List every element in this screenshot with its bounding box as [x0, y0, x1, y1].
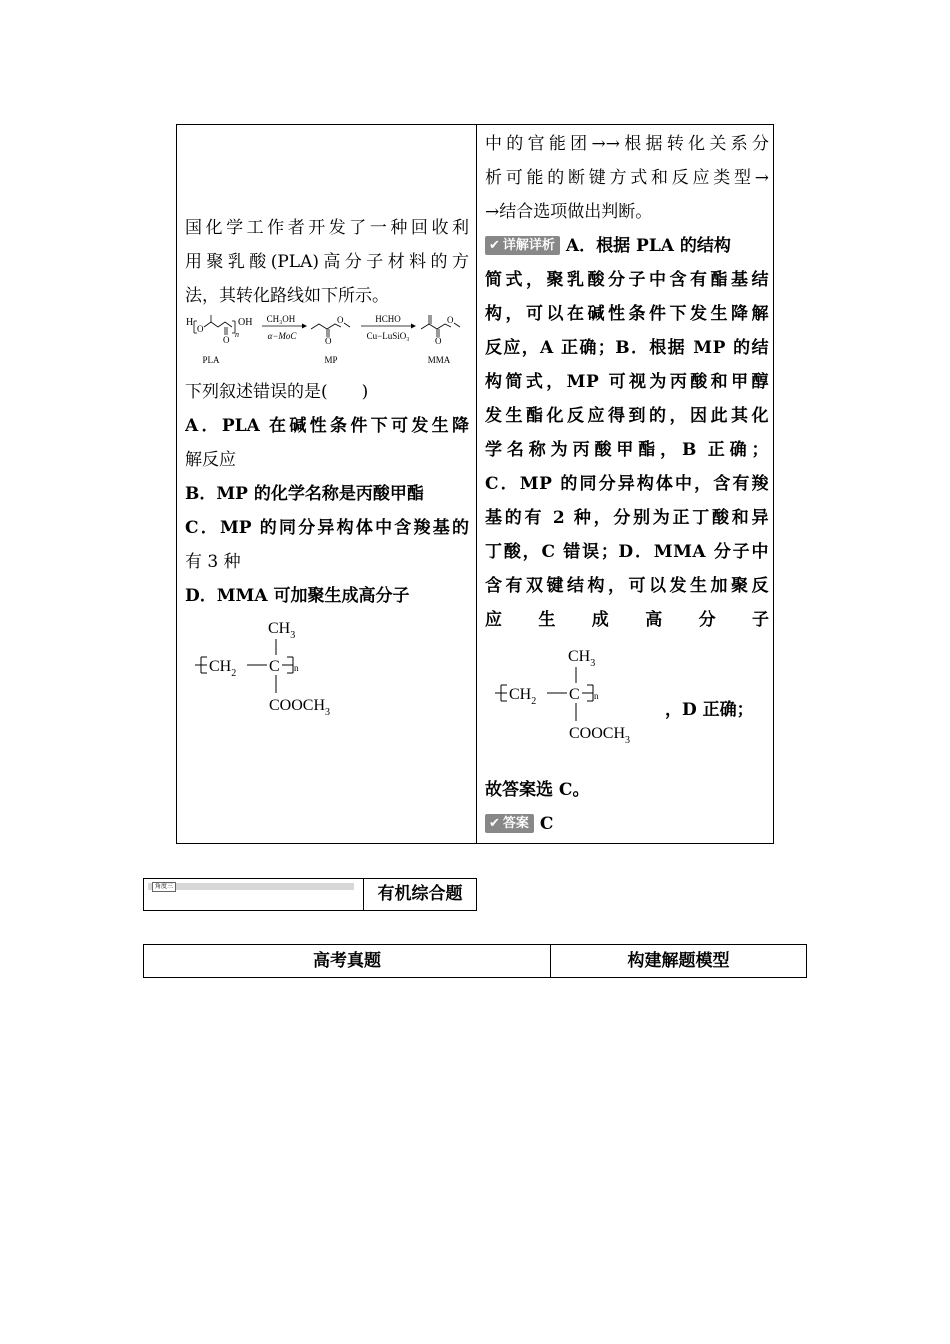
option-c: C．MP 的同分异构体中含羧基的 [185, 518, 469, 538]
ch3-text-2: CH [568, 648, 591, 665]
polymer-drawing [185, 613, 385, 729]
detail-line: 简式，聚乳酸分子中含有酯基结 [485, 270, 769, 290]
ch2-sub-2: 2 [531, 696, 537, 707]
pla-oh: OH [238, 317, 253, 328]
mp-ester-o: O [337, 315, 344, 325]
svg-text:CH2 [209, 658, 236, 679]
check-icon: ✔ [489, 238, 500, 253]
detail-line: C．MP 的同分异构体中，含有羧 [485, 474, 769, 494]
question-line: 国化学工作者开发了一种回收利 [185, 218, 469, 238]
center-c-2: C [569, 686, 580, 703]
ester-sub-2: 3 [625, 735, 631, 746]
detail-line: 含有双键结构，可以发生加聚反 [485, 576, 769, 596]
mma-carbonyl-o: O [435, 336, 442, 346]
detail-line: 发生酯化反应得到的，因此其化 [485, 406, 769, 426]
column-divider [476, 125, 477, 843]
option-b: B．MP 的化学名称是丙酸甲酯 [185, 484, 424, 504]
label-pla: PLA [202, 355, 220, 365]
question-line: 用聚乳酸(PLA)高分子材料的方 [185, 252, 469, 272]
question-column [185, 211, 469, 729]
svg-text:CH2 [509, 686, 536, 707]
svg-text:CH3 [268, 620, 295, 641]
polymer-formula-analysis [485, 637, 769, 773]
reagent1-bottom: α−MoC [267, 331, 297, 341]
polymer-n: n [294, 663, 299, 673]
check-icon: ✔ [489, 816, 500, 831]
detail-line: 学名称为丙酸甲酯，B 正确； [485, 440, 769, 460]
analysis-line: 析可能的断键方式和反应类型→ [485, 168, 769, 188]
section-title: 有机综合题 [377, 884, 463, 904]
section-tiny-label: 角度三 [152, 882, 176, 892]
header-col-model: 构建解题模型 [627, 951, 730, 971]
detail-badge: ✔ 详解详析 [485, 236, 560, 255]
svg-text:COOCH3 [269, 697, 330, 718]
question-prompt: 下列叙述错误的是( ) [185, 382, 369, 402]
detail-line: 构，可以在碱性条件下发生降解 [485, 304, 769, 324]
ester-sub: 3 [325, 707, 331, 718]
analysis-line: 中的官能团→→根据转化关系分 [485, 134, 769, 154]
option-c-cont: 有 3 种 [185, 552, 241, 572]
polymer-drawing-2 [485, 637, 769, 773]
option-a-cont: 解反应 [185, 450, 236, 470]
detail-first-line: ✔ 详解详析 A．根据 PLA 的结构 [485, 229, 769, 263]
center-c: C [269, 658, 280, 675]
pla-o: O [197, 324, 204, 334]
mp-carbonyl-o: O [325, 336, 332, 346]
svg-text:CH3 [568, 648, 595, 669]
pla-n: n [235, 330, 239, 339]
question-table [176, 124, 774, 844]
reaction-scheme-drawing [185, 313, 469, 375]
section-heading-left [144, 879, 364, 910]
label-mp: MP [324, 355, 338, 365]
answer-value: C [539, 814, 554, 834]
ch2-text-2: CH [509, 686, 532, 703]
question-line: 法，其转化路线如下所示。 [185, 286, 389, 306]
option-a: A．PLA 在碱性条件下可发生降 [185, 416, 469, 436]
detail-line: 反应，A 正确；B．根据 MP 的结 [485, 338, 769, 358]
d-correct-text: ，D 正确； [665, 700, 754, 720]
analysis-column [485, 127, 769, 841]
mma-ester-o: O [447, 315, 454, 325]
pla-carbonyl-o: O [223, 335, 230, 345]
conclusion: 故答案选 C。 [485, 780, 590, 800]
ester-text: COOCH [269, 697, 326, 714]
polymer-formula-question [185, 613, 469, 729]
detail-line: 丁酸，C 错误；D．MMA 分子中 [485, 542, 769, 562]
pla-h: H [186, 317, 194, 328]
reagent2-top: HCHO [375, 314, 401, 324]
answer-line [485, 807, 769, 841]
reagent2-bottom: Cu−LuSiO₃ [366, 331, 410, 341]
detail-line: 应 生 成 高 分 子 [485, 610, 769, 630]
ch2-text: CH [209, 658, 232, 675]
option-d: D．MMA 可加聚生成高分子 [185, 586, 410, 606]
reaction-scheme [185, 313, 469, 375]
ester-text-2: COOCH [569, 725, 626, 742]
header-col-exam: 高考真题 [144, 945, 551, 977]
ch3-sub-2: 3 [590, 658, 596, 669]
ch3-text: CH [268, 620, 291, 637]
ch2-sub: 2 [231, 668, 237, 679]
analysis-line: →结合选项做出判断。 [485, 202, 653, 222]
reagent1-top: CH₃OH [266, 314, 296, 324]
header-table [143, 944, 807, 978]
label-mma: MMA [427, 355, 451, 365]
svg-text:COOCH3 [569, 725, 630, 746]
answer-badge: ✔ 答案 [485, 814, 534, 833]
section-bar [148, 883, 354, 890]
ch3-sub: 3 [290, 630, 296, 641]
polymer-n-2: n [594, 691, 599, 701]
section-heading [143, 878, 477, 911]
detail-line: 基的有 2 种，分别为正丁酸和异 [485, 508, 769, 528]
detail-line: 构简式，MP 可视为丙酸和甲醇 [485, 372, 769, 392]
